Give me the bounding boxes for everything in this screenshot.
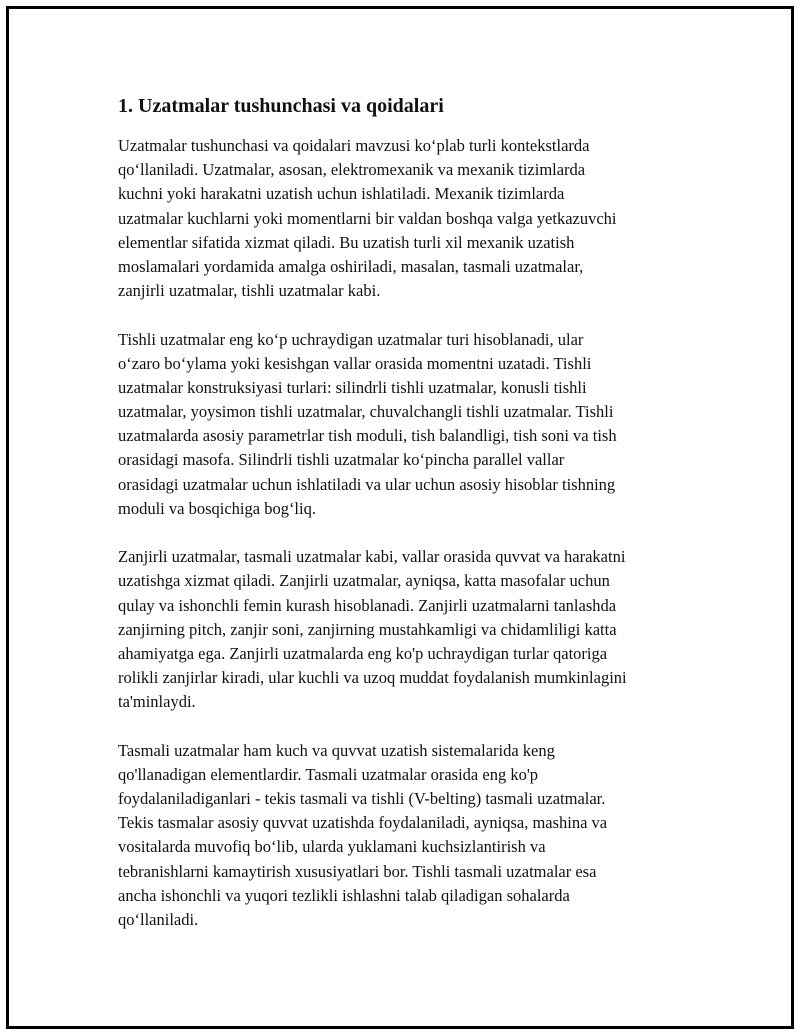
text-line: rolikli zanjirlar kiradi, ular kuchli va uzoq muddat foydalanish mumkinlagini: [118, 668, 627, 688]
text-line: Tishli uzatmalar eng ko‘p uchraydigan uzatmalar turi hisoblanadi, ular: [118, 329, 584, 349]
text-line: Uzatmalar tushunchasi va qoidalari mavzusi ko‘plab turli kontekstlarda: [118, 136, 590, 155]
text-line: elementlar sifatida xizmat qiladi. Bu uzatish turli xil mexanik uzatish: [118, 232, 575, 252]
text-line: o‘zaro bo‘ylama yoki kesishgan vallar orasida momentni uzatadi. Tishli: [118, 353, 592, 373]
text-line: uzatmalarda asosiy parametrlar tish moduli, tish balandligi, tish soni va tish: [118, 426, 617, 446]
text-line: uzatmalar, yoysimon tishli uzatmalar, chuvalchangli tishli uzatmalar. Tishli: [118, 402, 614, 422]
paragraph-3: [118, 545, 738, 714]
text-line: Tasmali uzatmalar ham kuch va quvvat uzatish sistemalarida keng: [118, 740, 555, 760]
text-line: ahamiyatga ega. Zanjirli uzatmalarda eng ko'p uchraydigan turlar qatoriga: [118, 643, 608, 663]
text-line: Tekis tasmalar asosiy quvvat uzatishda foydalaniladi, ayniqsa, mashina va: [118, 813, 608, 833]
text-line: kuchni yoki harakatni uzatish uchun ishlatiladi. Mexanik tizimlarda: [118, 184, 565, 204]
document-body: [118, 134, 738, 956]
text-line: qo'llanadigan elementlardir. Tasmali uzatmalar orasida eng ko'p: [118, 764, 539, 784]
text-line: vositalarda muvofiq bo‘lib, ularda yuklamani kuchsizlantirish va: [118, 837, 546, 857]
paragraph-4: [118, 739, 738, 933]
text-line: qulay va ishonchli femin kurash hisoblanadi. Zanjirli uzatmalarni tanlashda: [118, 595, 617, 615]
text-line: zanjirning pitch, zanjir soni, zanjirning mustahkamligi va chidamliligi katta: [118, 619, 617, 639]
text-line: uzatishga xizmat qiladi. Zanjirli uzatmalar, ayniqsa, katta masofalar uchun: [118, 571, 610, 591]
text-line: uzatmalar kuchlarni yoki momentlarni bir valdan boshqa valga yetkazuvchi: [118, 208, 617, 228]
text-line: uzatmalar konstruksiyasi turlari: silindrli tishli uzatmalar, konusli tishli: [118, 377, 587, 397]
text-line: moduli va bosqichiga bog‘liq.: [118, 498, 316, 518]
text-line: ancha ishonchli va yuqori tezlikli ishlashni talab qiladigan sohalarda: [118, 885, 570, 905]
text-line: Zanjirli uzatmalar, tasmali uzatmalar kabi, vallar orasida quvvat va harakatni: [118, 547, 626, 567]
text-line: moslamalari yordamida amalga oshiriladi, masalan, tasmali uzatmalar,: [118, 256, 584, 276]
text-line: orasidagi uzatmalar uchun ishlatiladi va ular uchun asosiy hisoblar tishning: [118, 474, 616, 494]
text-line: orasidagi masofa. Silindrli tishli uzatmalar ko‘pincha parallel vallar: [118, 450, 565, 470]
text-line: foydalaniladiganlari - tekis tasmali va tishli (V-belting) tasmali uzatmalar.: [118, 789, 606, 809]
text-line: ta'minlaydi.: [118, 692, 196, 712]
section-heading: 1. Uzatmalar tushunchasi va qoidalari: [118, 95, 444, 117]
paragraph-2: [118, 328, 738, 522]
text-line: zanjirli uzatmalar, tishli uzatmalar kabi.: [118, 281, 381, 301]
paragraph-1: [118, 134, 738, 303]
text-line: qo‘llaniladi. Uzatmalar, asosan, elektromexanik va mexanik tizimlarda: [118, 160, 586, 180]
text-line: tebranishlarni kamaytirish xususiyatlari bor. Tishli tasmali uzatmalar esa: [118, 861, 597, 881]
text-line: qo‘llaniladi.: [118, 910, 199, 929]
